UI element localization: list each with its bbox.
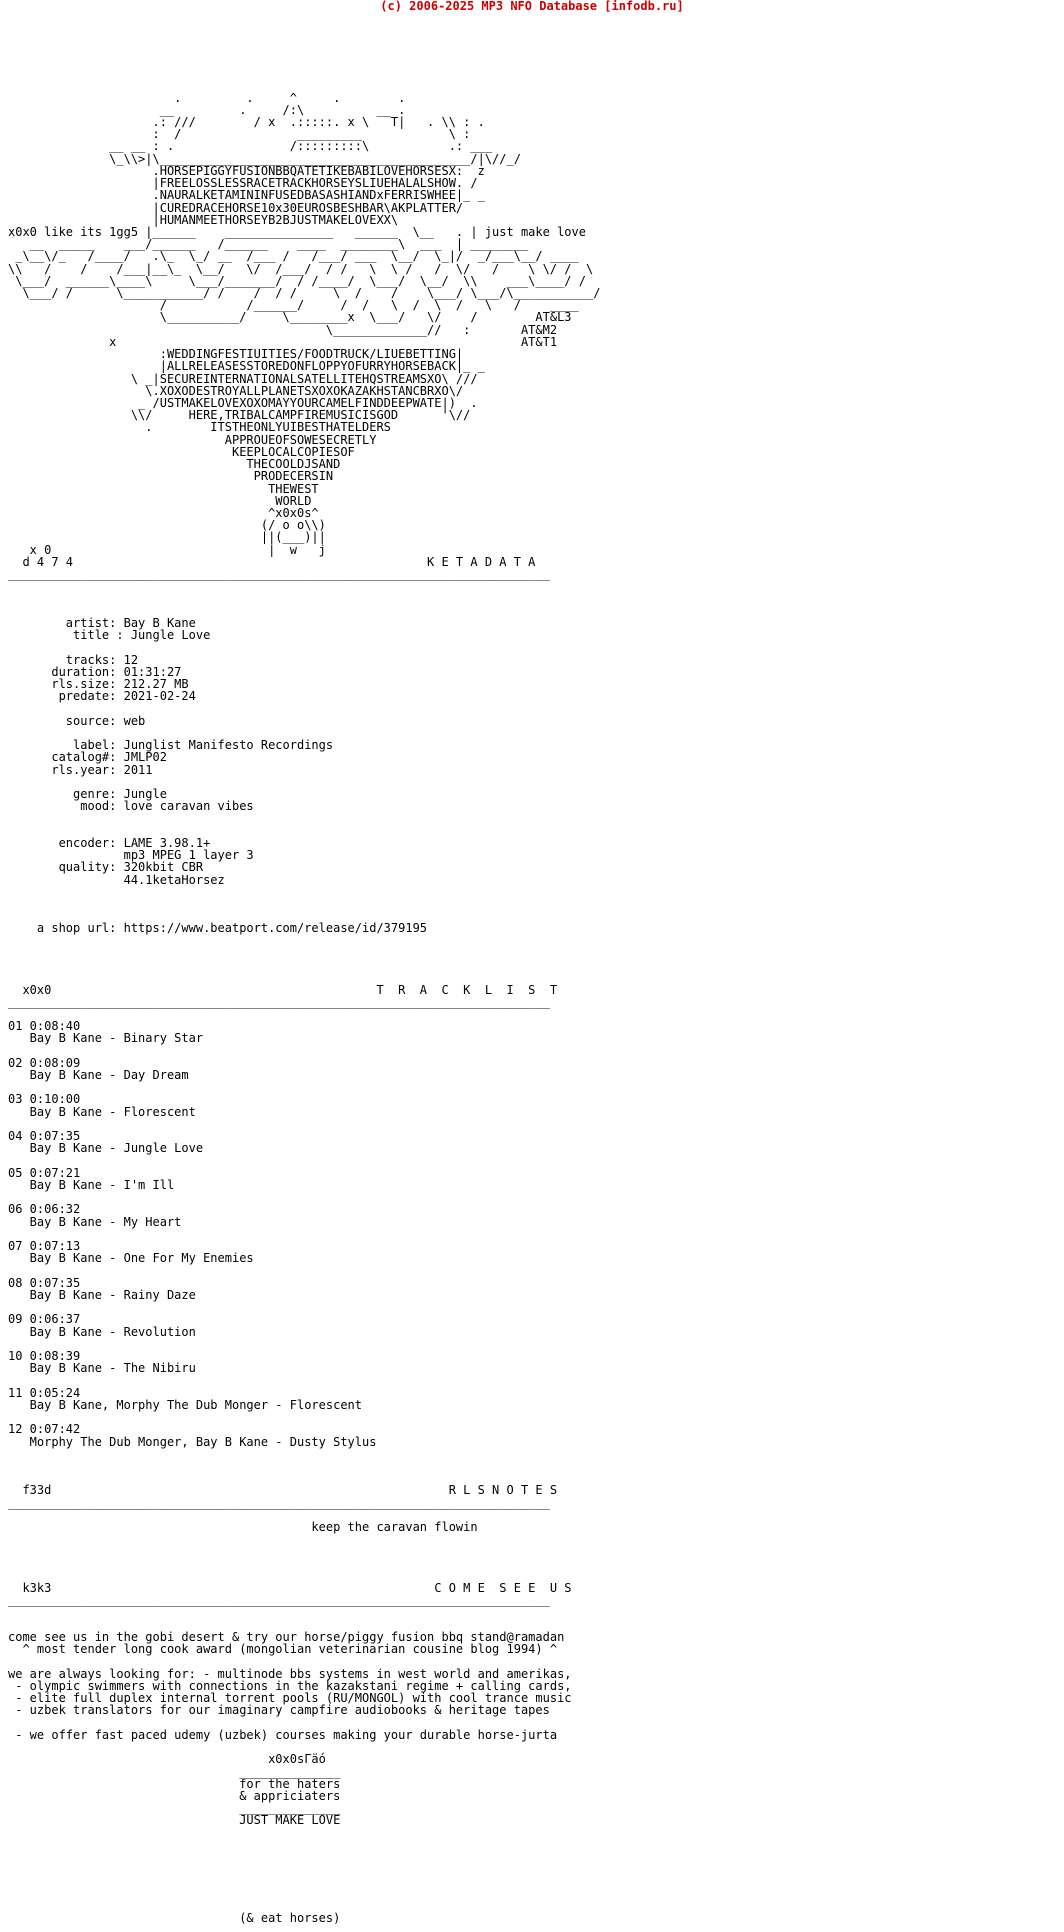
database-copyright-header: (c) 2006-2025 MP3 NFO Database [infodb.ru] (380, 0, 684, 13)
nfo-line: \ _|SECUREINTERNATIONALSATELLITEHQSTREAMSXO\ /// (8, 371, 478, 386)
nfo-line: catalog#: JMLP02 (8, 750, 167, 765)
nfo-line: \_____________// : AT&M2 (8, 322, 558, 337)
nfo-line: x 0 | w j (8, 542, 326, 557)
nfo-line: duration: 01:31:27 (8, 664, 182, 679)
nfo-line: : / _________ \ : (8, 127, 471, 142)
nfo-line: _ /USTMAKELOVEXOXOMAYYOURCAMELFINDDEEPWATE|) . (8, 396, 478, 410)
nfo-line: rls.year: 2011 (8, 762, 153, 777)
nfo-line: |CUREDRACEHORSE10x30EUROSBESHBAR\AKPLATTER/ (8, 200, 464, 215)
nfo-line: ___________________________________________________________________________ (8, 994, 550, 1009)
nfo-line: ||(___)|| (8, 530, 326, 545)
nfo-line: ___________________________________________________________________________ (8, 567, 550, 582)
nfo-line: 12 0:07:42 (8, 1422, 81, 1437)
nfo-line: Bay B Kane - Day Dream (8, 1068, 189, 1083)
nfo-line: 08 0:07:35 (8, 1275, 81, 1290)
nfo-line: . . ^ . . (8, 90, 406, 105)
nfo-line: mp3 MPEG 1 layer 3 (8, 848, 254, 863)
nfo-line: Morphy The Dub Monger, Bay B Kane - Dusty Stylus (8, 1434, 377, 1449)
nfo-line: x0x0sГäó (8, 1752, 326, 1767)
nfo-line: ______________ (8, 1801, 341, 1816)
nfo-line: come see us in the gobi desert & try our horse/piggy fusion bbq stand@ramadan (8, 1630, 565, 1645)
nfo-line: x AT&T1 (8, 334, 558, 349)
nfo-line: d 4 7 4 K E T A D A T A (8, 554, 536, 569)
nfo-line: quality: 320kbit CBR (8, 860, 204, 875)
nfo-line: 09 0:06:37 (8, 1312, 81, 1327)
nfo-line: 01 0:08:40 (8, 1019, 81, 1034)
nfo-line: THECOOLDJSAND (8, 457, 341, 472)
nfo-line: keep the caravan flowin (8, 1520, 478, 1535)
nfo-line: \.XOXODESTROYALLPLANETSXOXOKAZAKHSTANCBRXO\/ (8, 383, 464, 398)
nfo-line: - olympic swimmers with connections in the kazakstani regime + calling cards, (8, 1678, 572, 1693)
nfo-line: artist: Bay B Kane (8, 615, 196, 630)
nfo-line: encoder: LAME 3.98.1+ (8, 835, 211, 850)
nfo-line: ___________________________________________________________________________ (8, 1495, 550, 1510)
nfo-line: Bay B Kane - Florescent (8, 1104, 196, 1119)
nfo-line: Bay B Kane - I'm Ill (8, 1178, 175, 1192)
nfo-line: genre: Jungle (8, 787, 167, 801)
nfo-line: Bay B Kane - One For My Enemies (8, 1251, 254, 1266)
nfo-line: f33d R L S N O T E S (8, 1483, 558, 1498)
nfo-line: \\/ HERE,TRIBALCAMPFIREMUSICISGOD '\// (8, 408, 471, 423)
nfo-line: __ __ : . /:::::::::\ .: ___ (8, 139, 493, 154)
nfo-line: ^ most tender long cook award (mongolian veterinarian cousine blog 1994) ^ (8, 1642, 558, 1657)
nfo-line: .: /// / x .:::::. x \ T| . \\ : . (8, 114, 485, 129)
nfo-line: 03 0:10:00 (8, 1092, 81, 1107)
nfo-line: 04 0:07:35 (8, 1129, 81, 1144)
nfo-line: \___/ ______\____\ \___/_______/ / /____/ \___/ \__/ \\ ___\____/ / (8, 273, 586, 288)
nfo-line: :WEDDINGFESTIUITIES/FOODTRUCK/LIUEBETTING| (8, 347, 464, 362)
nfo-line: Bay B Kane, Morphy The Dub Monger - Florescent (8, 1397, 363, 1412)
nfo-line: |HUMANMEETHORSEYB2BJUSTMAKELOVEXX\ (8, 212, 399, 227)
nfo-line: 44.1ketaHorsez (8, 872, 225, 887)
nfo-line: (/ o o\\) (8, 518, 326, 533)
nfo-line: PRODECERSIN (8, 469, 334, 484)
nfo-line: ___________________________________________________________________________ (8, 1593, 550, 1608)
nfo-line: - we offer fast paced udemy (uzbek) courses making your durable horse-jurta (8, 1727, 558, 1742)
nfo-line: 07 0:07:13 (8, 1239, 81, 1254)
nfo-line: we are always looking for: - multinode bbs systems in west world and amerikas, (8, 1666, 572, 1681)
nfo-line: Bay B Kane - My Heart (8, 1214, 182, 1229)
nfo-line: KEEPLOCALCOPIESOF (8, 444, 355, 459)
nfo-line: rls.size: 212.27 MB (8, 677, 189, 692)
nfo-line: .HORSEPIGGYFUSIONBBQATETIKEBABILOVEHORSESX: z (8, 163, 485, 178)
nfo-line: x0x0 like its 1gg5 |______ _______________ ______ \__ . | just make love (8, 224, 586, 239)
nfo-line: .NAURALKETAMININFUSEDBASASHIANDxFERRISWHEE|_ _ (8, 188, 485, 203)
nfo-line: (& eat horses) (8, 1911, 341, 1926)
nfo-line: a shop url: https://www.beatport.com/release/id/379195 (8, 921, 428, 936)
nfo-line: \___/ / \___________/ / / / / \ / / \___/ \___/\___________/ (8, 286, 601, 301)
nfo-line: THEWEST (8, 481, 319, 496)
nfo-line: / /______/ / / \ / \ / \ / ____ (8, 298, 579, 313)
nfo-line: source: web (8, 713, 146, 728)
nfo-line: _\__\/_ /____/ .\_ \_/ __ /___ / /___/ ___ \__/ \_|/ _/___\__/ ____ (8, 249, 579, 264)
nfo-line: Bay B Kane - Binary Star (8, 1031, 204, 1046)
nfo-text-block (8, 6, 600, 1924)
nfo-line: WORLD (8, 493, 312, 508)
nfo-line: label: Junglist Manifesto Recordings (8, 738, 334, 753)
nfo-line: Bay B Kane - Revolution (8, 1324, 196, 1339)
nfo-line: \__________/ \________x \___/ \/ / AT&L3 (8, 310, 572, 325)
nfo-line: for the haters (8, 1776, 341, 1791)
nfo-line: k3k3 C O M E S E E U S (8, 1581, 572, 1596)
nfo-line: - elite full duplex internal torrent pools (RU/MONGOL) with cool trance music (8, 1691, 572, 1706)
nfo-line: mood: love caravan vibes (8, 799, 254, 814)
nfo-line: & appriciaters (8, 1788, 341, 1803)
nfo-line: Bay B Kane - Rainy Daze (8, 1287, 196, 1302)
nfo-line: Bay B Kane - Jungle Love (8, 1141, 204, 1156)
nfo-line: 05 0:07:21 (8, 1165, 81, 1180)
nfo-line: __ . /:\ __ . (8, 102, 406, 117)
nfo-line: . ITSTHEONLYUIBESTHATELDERS (8, 420, 391, 435)
nfo-line: APPROUEOFSOWESECRETLY (8, 432, 377, 447)
nfo-line: \\ / / /___|__\_ \__/ \/ /___/ / / \ \ / / \/ / \ \/ / \ (8, 261, 594, 276)
nfo-line: predate: 2021-02-24 (8, 689, 196, 704)
nfo-line: tracks: 12 (8, 652, 139, 667)
nfo-line: JUST MAKE LOVE (8, 1813, 341, 1828)
nfo-line: 11 0:05:24 (8, 1385, 81, 1400)
nfo-line: - uzbek translators for our imaginary campfire audiobooks & heritage tapes (8, 1703, 550, 1718)
nfo-line: |ALLRELEASESSTOREDONFLOPPYOFURRYHORSEBACK|_ _ (8, 359, 485, 374)
nfo-line: ______________ (8, 1764, 341, 1779)
nfo-line: title : Jungle Love (8, 628, 211, 643)
nfo-line: __ _____ ___/______ /______ ____ ________\ ___ | ________ (8, 237, 529, 252)
nfo-line: 02 0:08:09 (8, 1055, 81, 1070)
nfo-line: 10 0:08:39 (8, 1349, 81, 1364)
nfo-line: 06 0:06:32 (8, 1202, 81, 1217)
nfo-line: x0x0 T R A C K L I S T (8, 982, 558, 997)
nfo-line: \_\\>|\___________________________________________/|\//_/ (8, 151, 521, 166)
nfo-line: |FREELOSSLESSRACETRACKHORSEYSLIUEHALALSHOW. / (8, 176, 478, 191)
nfo-line: ^x0x0s^ (8, 505, 319, 520)
nfo-line: Bay B Kane - The Nibiru (8, 1361, 196, 1376)
